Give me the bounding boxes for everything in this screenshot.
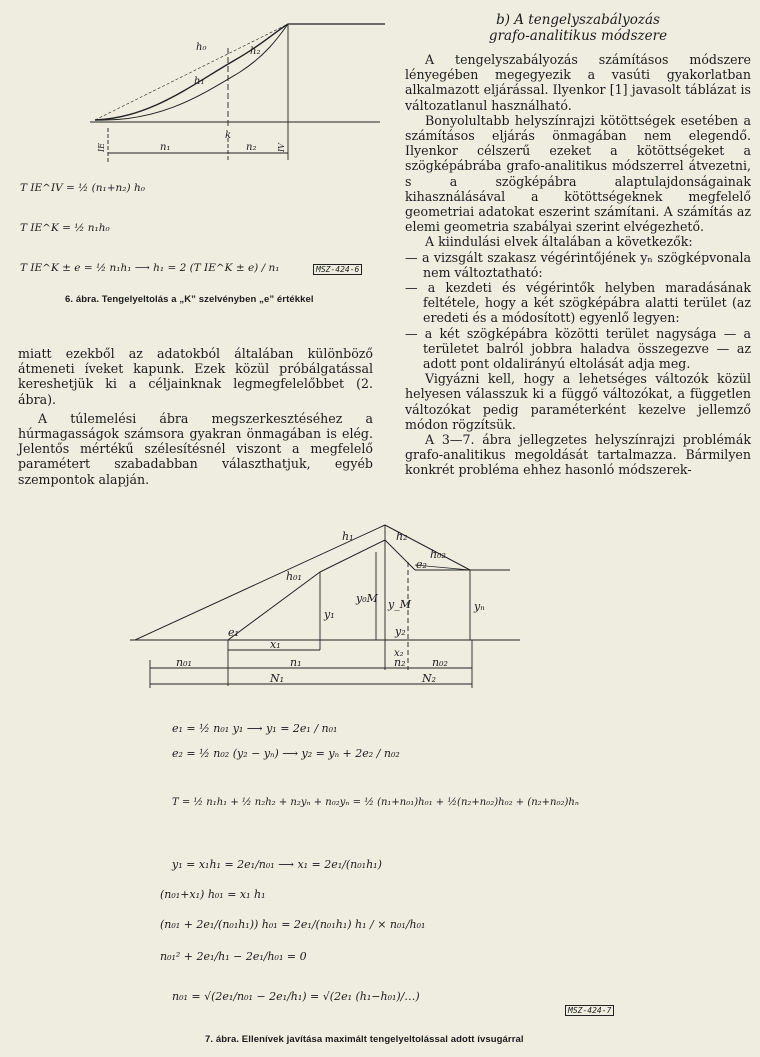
fig6-formula-1: T IE^IV = ½ (n₁+n₂) h₀ [20,182,145,194]
fig7-tag: MSZ-424-7 [565,1005,614,1016]
paragraph: A tengelyszabályozás számításos módszere lényegében megegyezik a vasúti gyakorlatban alkalmazott eljárással. Ilyenkor [1] javasolt táblázat is változatlanul használható. [405,52,751,113]
label-h1: h₁ [342,530,354,543]
label-n2: n₂ [246,142,257,153]
section-heading: b) A tengelyszabályozás [496,12,660,28]
label-y1: y₁ [324,608,335,621]
label-e2: e₂ [416,558,427,571]
fig7-formula-1: e₁ = ½ n₀₁ y₁ ⟶ y₁ = 2e₁ / n₀₁ [172,722,338,735]
label-k: k [225,130,232,141]
modified-left [228,572,320,640]
label-iv: IV [277,143,286,152]
modified-right [385,540,415,570]
paragraph: A 3—7. ábra jellegzetes helyszínrajzi problémák grafo-analitikus megoldását tartalmazza. Bármilyen konkrét probléma ehhez hasonló módszerek- [405,432,751,478]
fig7-formula-4: y₁ = x₁h₁ = 2e₁/n₀₁ ⟶ x₁ = 2e₁/(n₀₁h₁) [172,858,382,871]
figure7-caption: 7. ábra. Ellenívek javítása maximált tengelyeltolással adott ívsugárral [205,1034,524,1045]
label-n01: n₀₁ [176,656,192,669]
fig7-formula-6: (n₀₁ + 2e₁/(n₀₁h₁)) h₀₁ = 2e₁/(n₀₁h₁) h₁ / × n₀₁/h₀₁ [160,918,426,931]
label-ym: y_M [388,598,411,611]
figure6-caption: 6. ábra. Tengelyeltolás a „K” szelvényben „e” értékkel [65,294,314,305]
figure6-diagram [90,10,390,170]
label-h02: h₀₂ [430,548,446,561]
label-y2: y₂ [395,625,406,638]
paragraph: Vigyázni kell, hogy a lehetséges változók közül helyesen válasszuk ki a függő változókat, a független változókat pedig paraméterként kezelve jellemző módon rögzítsük. [405,371,751,432]
list-item: — a vizsgált szakasz végérintőjének yₙ szögképvonala nem változtatható: [405,249,751,280]
fig6-formula-3: T IE^K ± e = ½ n₁h₁ ⟶ h₁ = 2 (T IE^K ± e) / n₁ [20,262,280,274]
fig7-formula-8: n₀₁ = √(2e₁/n₀₁ − 2e₁/h₁) = √(2e₁ (h₁−h₀₁)/…) [172,990,420,1003]
label-h01: h₀₁ [286,570,302,583]
paragraph: A kiindulási elvek általában a következők: [425,234,693,250]
list-item: — a két szögképábra közötti terület nagysága — a területet balról jobbra haladva összegezve — az adott pont oldalirányú eltolását adja meg. [405,325,751,372]
label-n2: n₂ [394,656,406,669]
figure7-diagram [130,510,690,700]
label-e1: e₁ [228,626,239,639]
label-h2: h₂ [250,46,261,57]
chord-h1 [95,24,288,120]
fig6-tag: MSZ-424-6 [313,264,362,275]
paragraph: A túlemelési ábra megszerkesztéséhez a húrmagasságok számsora gyakran önmagában is elég. Jelentős mértékű szélesítésnél viszont a megfelelő paramétert szabadabban választhatjuk, egyéb szempontok alapján. [18,410,373,487]
label-n02: n₀₂ [432,656,448,669]
fig7-formula-2: e₂ = ½ n₀₂ (y₂ − yₙ) ⟶ y₂ = yₙ + 2e₂ / n₀₂ [172,747,400,760]
fig7-formula-7: n₀₁² + 2e₁/h₁ − 2e₁/h₀₁ = 0 [160,950,307,963]
label-h0: h₀ [196,42,207,53]
modified-top [320,540,385,572]
paragraph: Bonyolultabb helyszínrajzi kötöttségek esetében a számításos eljárás önmagában nem elegendő. Ilyenkor célszerű ezeket a kötöttségeket a szögképábrába grafo-analitikus módszerrel átvezetni, s a szögképábra alaptulajdonságainak kihasználásával a kötöttségeknek megfelelő geometriai adatokat eszerint számítani. A számítás az elemi geometria szabályai szerint elvégezhető. [405,112,751,235]
label-N1: N₁ [270,672,285,685]
label-ie: IE [97,143,106,152]
label-N2: N₂ [422,672,437,685]
label-y0m: y₀M [356,592,378,605]
fig6-formula-2: T IE^K = ½ n₁h₀ [20,222,110,234]
label-h1: h₁ [194,76,205,87]
label-x2: x₂ [394,648,404,659]
label-x1: x₁ [270,638,281,651]
right-column-text [405,52,751,478]
label-h2: h₂ [396,530,408,543]
fig7-formula-3: T = ½ n₁h₁ + ½ n₂h₂ + n₂yₙ + n₀₂yₙ = ½ (n₁+n₀₁)h₀₁ + ½(n₂+n₀₂)h₀₂ + (n₂+n₀₂)hₙ [172,797,579,808]
section-subheading: grafo-analitikus módszere [488,28,668,44]
label-n1: n₁ [290,656,302,669]
left-column-text [18,346,373,487]
label-n1: n₁ [160,142,171,153]
list-item: — a kezdeti és végérintők helyben maradásának feltétele, hogy a két szögképábra alatti terület (az eredeti és a módosított) egyenlő legyen: [405,280,751,326]
paragraph: miatt ezekből az adatokból általában különböző átmeneti íveket kapunk. Ezek közül próbálgatással kereshetjük ki a céljainknak legmegfelelőbbet (2. ábra). [18,346,373,407]
fig7-formula-5: (n₀₁+x₁) h₀₁ = x₁ h₁ [160,888,266,901]
label-yn: yₙ [474,600,485,613]
principles-list [405,250,751,372]
